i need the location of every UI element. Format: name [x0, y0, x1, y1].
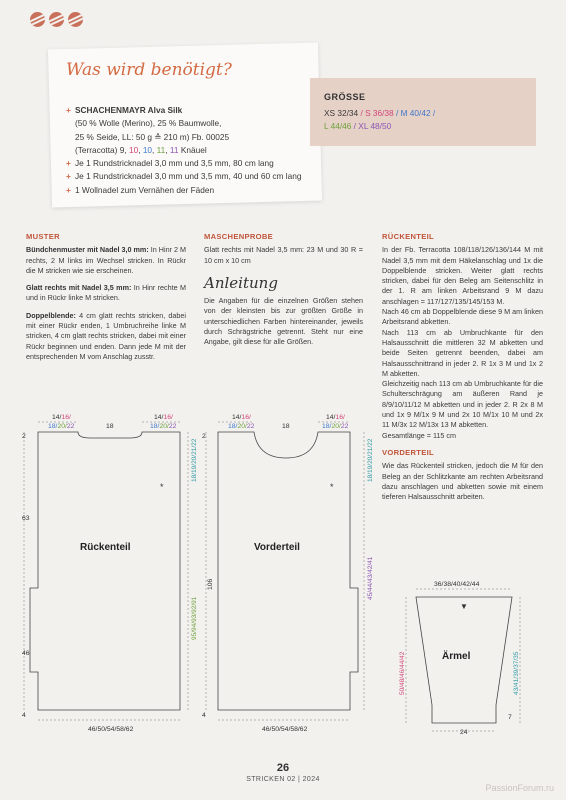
front-right-top-dim: 18/19/20/21/22 — [367, 438, 374, 482]
front-outline — [218, 432, 358, 710]
back-title: RÜCKENTEIL — [382, 232, 434, 241]
front-top-right-dim: 14/16/ — [326, 414, 345, 421]
back-top-left-dim: 14/16/ — [52, 414, 71, 421]
size-line-2: L 44/46 / XL 48/50 — [324, 121, 392, 131]
back-p2: Nach 46 cm ab Doppelblende diese 9 M am linken Arbeitsrand abketten. — [382, 307, 543, 327]
yarn-item: + SCHACHENMAYR Alva Silk — [66, 104, 336, 117]
needle-item-1: + Je 1 Rundstricknadel 3,0 mm und 3,5 mm, 80 cm lang — [66, 157, 336, 170]
front-dim-106: 106 — [207, 578, 214, 590]
back-top-left-dim-2: 18/20/22 — [48, 423, 75, 430]
back-column — [382, 232, 543, 509]
muster-double-hem: Doppelblende: 4 cm glatt rechts stricken, dabei mit einer Rückr enden, 1 Umbruchreihe linke M stricken, 4 cm glatt rechts stricken, dabei mit einer Rückr beginnen und enden. Dann jede M mit der entsprechenden M vom Anschlag zusstr. — [26, 310, 186, 361]
muster-stockinette: Glatt rechts mit Nadel 3,5 mm: In Hinr rechte M und in Rückr linke M stricken. — [26, 283, 187, 303]
back-bottom-dim: 46/50/54/58/62 — [88, 726, 134, 733]
back-marker: * — [160, 482, 164, 492]
yarn-length: 25 % Seide, LL: 50 g ≙ 210 m) Fb. 00025 — [75, 131, 230, 142]
muster-title: MUSTER — [26, 232, 60, 241]
sleeve-bottom-dim: 24 — [460, 729, 468, 735]
needle-item-3: + 1 Wollnadel zum Vernähen der Fäden — [66, 184, 336, 197]
materials-title: Was wird benötigt? — [66, 60, 232, 80]
front-top-left-dim: 14/16/ — [232, 414, 251, 421]
yarn-composition: (50 % Wolle (Merino), 25 % Baumwolle, — [75, 118, 222, 129]
back-right-top-dim: 18/19/20/21/22 — [191, 438, 198, 482]
back-dim-2: 2 — [22, 433, 26, 440]
back-right-mid-dim: 95/94/93/92/91 — [191, 596, 198, 640]
yarn-ball-icon — [30, 12, 45, 27]
size-box — [310, 78, 536, 146]
front-top-right-dim-2: 18/20/22 — [322, 423, 349, 430]
back-top-right-dim-2: 18/20/22 — [150, 423, 177, 430]
logo-balls — [30, 12, 83, 27]
sleeve-label: Ärmel — [442, 651, 471, 662]
back-dim-46: 46 — [22, 650, 30, 657]
front-right-mid-dim: 45/44/43/42/41 — [367, 556, 374, 600]
needle-item-2: + Je 1 Rundstricknadel 3,0 mm und 3,5 mm, 40 und 60 cm lang — [66, 170, 336, 183]
back-p1: In der Fb. Terracotta 108/118/126/136/144 M mit Nadel 3,5 mm mit dem Häkelanschlag und 1x die Doppelblende stricken. Weiter glatt rechts stricken, dabei für den Beleg am Seitenschlitz in der 1. R am linken Arbeitsrand 9 M dazu anschlagen = 117/127/135/145/153 M. — [382, 245, 543, 306]
back-top-right-dim: 14/16/ — [154, 414, 173, 421]
back-p5: Gesamtlänge = 115 cm — [382, 430, 456, 440]
down-arrow-icon: ▼ — [460, 602, 468, 611]
back-dim-63: 63 — [22, 515, 30, 522]
back-p4: Gleichzeitig nach 113 cm ab Umbruchkante für die Schulterschrägung am äußeren Rand je 8/9/10/11/12 M abketten und in jeder 2. R 2x 8 M und 1x 9 M/1x 9 M und 2x 10 M/1x 10 M und 2x 11 M/3x 12 M/13x 13 M abketten. — [382, 379, 543, 430]
instructions-title: Anleitung — [204, 273, 278, 292]
muster-column — [26, 232, 186, 369]
front-label: Vorderteil — [254, 542, 300, 553]
front-title: VORDERTEIL — [382, 447, 434, 457]
back-outline — [30, 432, 180, 710]
sleeve-right-dim: 43/41/39/37/35 — [513, 651, 520, 695]
yarn-ball-icon — [49, 12, 64, 27]
front-dim-2: 2 — [202, 433, 206, 440]
gauge-title: MASCHENPROBE — [204, 232, 273, 241]
sleeve-schematic — [396, 575, 526, 735]
materials-list — [66, 104, 336, 197]
sleeve-cuff-dim: 7 — [508, 714, 512, 721]
back-neck-dim: 18 — [106, 423, 114, 430]
front-top-left-dim-2: 18/20/22 — [228, 423, 255, 430]
front-bottom-dim: 46/50/54/58/62 — [262, 726, 308, 733]
front-marker: * — [330, 482, 334, 492]
instructions-text: Die Angaben für die einzelnen Größen stehen von der kleinsten bis zur größten Größe in unterschiedlichen Farben hintereinander, jeweils durch Schrägstriche getrennt. Steht nur eine Angabe, gilt diese für alle Größen. — [204, 296, 363, 347]
gauge-column — [204, 232, 363, 355]
back-p3: Nach 113 cm ab Umbruchkante für den Halsausschnitt die mittleren 32 M abketten und beide Seiten getrennt beenden, dabei am Halsausschnittrand in jeder 2. R 1x 3 M und 1x 2 M abketten. — [382, 327, 543, 378]
page-number: 26 — [276, 762, 290, 774]
gauge-text: Glatt rechts mit Nadel 3,5 mm: 23 M und 30 R = 10 cm x 10 cm — [204, 245, 363, 265]
size-line-1: XS 32/34 / S 36/38 / M 40/42 / — [324, 108, 436, 118]
front-dim-4: 4 — [202, 712, 206, 719]
front-schematic — [198, 410, 378, 735]
back-dim-4: 4 — [22, 712, 26, 719]
muster-rib: Bündchenmuster mit Nadel 3,0 mm: In Hinr 2 M rechts, 2 M links im Wechsel stricken. In Rückr die M stricken wie sie erscheinen. — [26, 245, 186, 275]
front-text: Wie das Rückenteil stricken, jedoch die M für den Beleg an der Schlitzkante am rechten Arbeitsrand dazu anschlagen und abketten sowie mit einem tieferen Halsausschnitt arbeiten. — [382, 461, 543, 502]
yarn-quantity: (Terracotta) 9, 10, 10, 11, 11 Knäuel — [75, 144, 207, 155]
back-label: Rückenteil — [80, 542, 131, 553]
front-neck-dim: 18 — [282, 423, 290, 430]
yarn-ball-icon — [68, 12, 83, 27]
issue-label: STRICKEN 02 | 2024 — [246, 776, 320, 783]
sleeve-top-dim: 36/38/40/42/44 — [434, 581, 480, 588]
size-title: GRÖSSE — [324, 92, 366, 102]
back-schematic — [20, 410, 200, 735]
watermark: PassionForum.ru — [485, 783, 554, 793]
sleeve-left-dim: 50/48/46/44/42 — [399, 651, 406, 695]
